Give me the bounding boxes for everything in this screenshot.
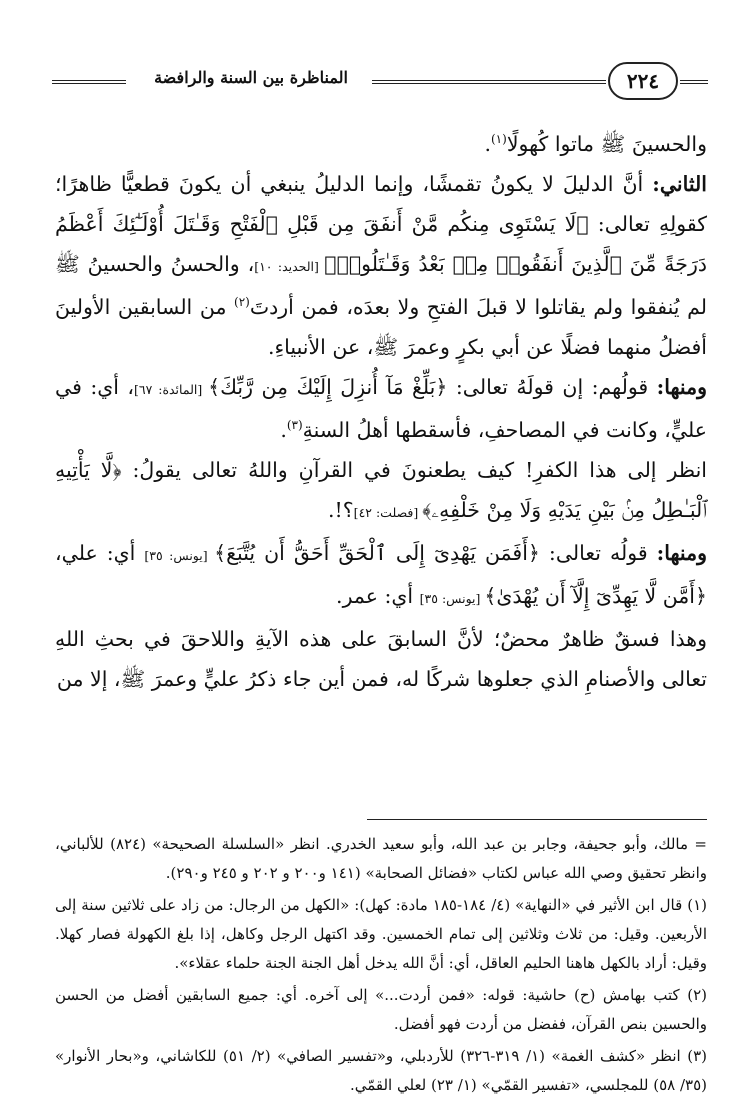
paragraph-lead: ومنها: xyxy=(656,375,707,399)
text-span: قولُهم: إن قولَهُ تعالى: xyxy=(447,375,657,399)
footnote-marker: (١) xyxy=(490,132,507,147)
footnote-marker: (٣) xyxy=(286,418,303,433)
text-span: أي: عمر. xyxy=(336,584,420,608)
text-span: من السابقين الأولينَ أفضلُ منهما فضلًا عن أبي بكرٍ وعمرَ ﷺ، عن الأنبياءِ. xyxy=(55,295,707,359)
header-rule-middle xyxy=(372,80,606,84)
text-span: قولُه تعالى: xyxy=(539,541,657,565)
verse-reference: [الحديد: ١٠] xyxy=(254,259,325,274)
text-span: انظر إلى هذا الكفرِ! كيف يطعنونَ في القرآنِ واللهُ تعالى يقولُ: xyxy=(121,458,707,482)
footnote-divider xyxy=(367,819,707,820)
paragraph xyxy=(55,619,707,699)
text-span: ، أي: في عليٍّ، وكانت في المصاحفِ، فأسقطها أهلُ السنةِ xyxy=(55,375,707,442)
header-rule-left xyxy=(52,80,126,84)
quran-verse: ﴿بَلِّغْ مَآ أُنزِلَ إِلَيْكَ مِن رَّبِّكَ﴾ xyxy=(208,375,448,399)
header-rule-right xyxy=(680,80,708,84)
paragraph-lead: ومنها: xyxy=(656,541,707,565)
verse-reference: [المائدة: ٦٧] xyxy=(134,382,209,397)
quran-verse: ﴿أَفَمَن يَهْدِىٓ إِلَى ٱلْحَقِّ أَحَقُّ أَن يُتَّبَعَ﴾ xyxy=(214,541,540,565)
paragraph xyxy=(55,367,707,450)
footnote-2: (٢) كتب بهامش (ح) حاشية: قوله: «فمن أردت...» إلى آخره. أي: جميع السابقين أفضل من الحسن والحسين بنص القرآن، ففضل من أردت فهو أفضل. xyxy=(55,986,707,1033)
text-span: والحسينَ ﷺ ماتوا كُهولًا xyxy=(506,132,707,156)
text-span: . xyxy=(484,132,491,156)
verse-reference: [يونس: ٣٥] xyxy=(144,548,215,563)
verse-reference: [يونس: ٣٥] xyxy=(419,591,485,606)
footnote-continued: = مالك، وأبو جحيفة، وجابر بن عبد الله، وأبو سعيد الخدري. انظر «السلسلة الصحيحة» (٨٢٤) للألباني، وانظر تحقيق وصي الله عباس لكتاب «فضائل الصحابة» (١٤١ و٢٠٠ و ٢٠٢ و ٢٤٥ و٢٩٠). xyxy=(55,835,707,882)
text-span: ؟!. xyxy=(328,498,354,522)
footnotes xyxy=(55,830,707,1103)
text-span: وهذا فسقٌ ظاهرٌ محضٌ؛ لأنَّ السابقَ على هذه الآيةِ واللاحقَ في بحثِ اللهِ تعالى والأصنامِ الذي جعلوها شركًا له، فمن أين جاء ذكرُ عليٍّ وعمرَ ﷺ، إلا من xyxy=(55,627,707,691)
text-span: أنَّ الدليلَ لا يكونُ تقمشًا، وإنما الدليلُ ينبغي أن يكونَ قطعيًّا ظاهرًا؛ كقولِهِ تعالى: xyxy=(55,172,707,236)
paragraph xyxy=(55,533,707,619)
text-span: ، والحسنُ والحسينُ ﷺ لم يُنفقوا ولم يقاتلوا لا قبلَ الفتحِ ولا بعدَه، فمن أردتَ xyxy=(55,252,707,319)
quran-verse: ﴿لَّا يَأْتِيهِ ٱلْبَـٰطِلُ مِنۢ بَيْنِ يَدَيْهِ وَلَا مِنْ خَلْفِهِۦ﴾ xyxy=(55,458,707,522)
page-number: ٢٢٤ xyxy=(608,62,678,100)
quran-verse: ﴿أَمَّن لَّا يَهِدِّىٓ إِلَّآ أَن يُهْدَىٰ﴾ xyxy=(484,584,707,608)
footnote-marker: (٢) xyxy=(234,295,250,310)
text-span: . xyxy=(280,418,287,442)
verse-reference: [فصلت: ٤٢] xyxy=(353,505,423,520)
page-header xyxy=(52,62,704,108)
quran-verse: ﴿لَا يَسْتَوِى مِنكُم مَّنْ أَنفَقَ مِن قَبْلِ ٱلْفَتْحِ وَقَـٰتَلَ أُوْلَـٰٓئِكَ أَعْظَمُ دَرَجَةً مِّنَ ٱلَّذِينَ أَنفَقُوا۟ مِنۢ بَعْدُ وَقَـٰتَلُوا۟﴾ xyxy=(55,212,707,276)
running-title: المناظرة بين السنة والرافضة xyxy=(154,68,348,87)
paragraph xyxy=(55,164,707,367)
paragraph xyxy=(55,450,707,533)
paragraph xyxy=(55,124,707,164)
paragraph-lead: الثاني: xyxy=(652,172,707,196)
main-text xyxy=(55,124,707,699)
footnote-1: (١) قال ابن الأثير في «النهاية» (٤/ ١٨٤-١٨٥ مادة: كهل): «الكهل من الرجال: من زاد على ثلاثين سنة إلى الأربعين. وقيل: من ثلاث وثلاثين إلى تمام الخمسين. وقد اكتهل الرجل وكاهل، إذا بلغ الكهولة فصار كهلا. وقيل: أراد بالكهل هاهنا الحليم العاقل، أي: أنَّ الله يدخل أهل الجنة الجنة حلماء عقلاء». xyxy=(55,896,708,972)
footnote-3: (٣) انظر «كشف الغمة» (١/ ٣١٩-٣٢٦) للأردبلي، و«تفسير الصافي» (٢/ ٥١) للكاشاني، و«بحار الأنوار» (٣٥/ ٥٨) للمجلسي، «تفسير القمّي» (١/ ٢٣) لعلي القمّي. xyxy=(55,1047,707,1094)
text-span: أي: علي، xyxy=(55,541,145,565)
